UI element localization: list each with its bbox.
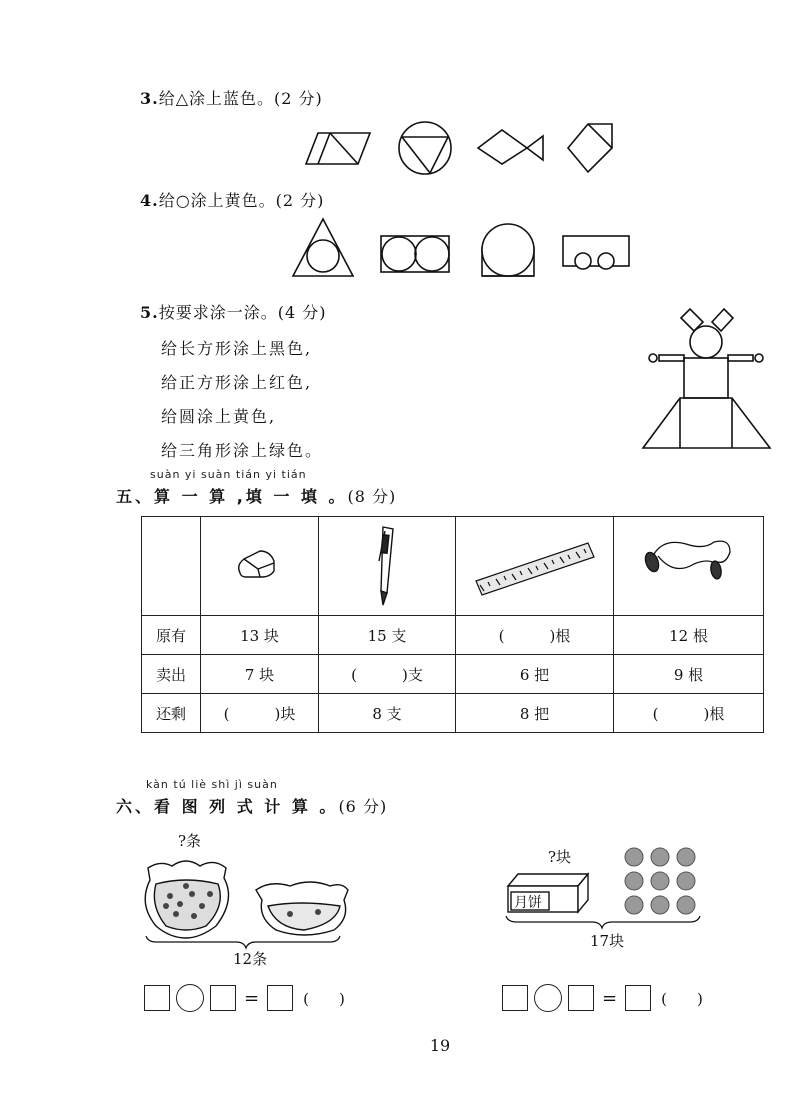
answer-blank-cell[interactable]: ( )支 (319, 655, 456, 694)
mooncake-question-label: ?块 (548, 848, 572, 866)
table-cell: 8 支 (319, 694, 456, 733)
equals-sign: = (602, 987, 618, 1009)
sec5-title: 五、算 一 算 ,填 一 填 。(8 分) (116, 487, 397, 506)
table-cell: 12 根 (614, 616, 764, 655)
row-label: 原有 (142, 616, 201, 655)
q5-line-2: 给正方形涂上红色, (161, 373, 313, 392)
sec6-title: 六、看 图 列 式 计 算 。(6 分) (116, 797, 388, 816)
q5-line-1: 给长方形涂上黑色, (161, 339, 313, 358)
table-cell: 15 支 (319, 616, 456, 655)
table-cell: 6 把 (456, 655, 614, 694)
table-cell: 9 根 (614, 655, 764, 694)
row-label: 卖出 (142, 655, 201, 694)
unit-blank[interactable]: ( ) (303, 989, 345, 1008)
table-cell: 7 块 (201, 655, 319, 694)
q4-prompt: 4.给○涂上黄色。(2 分) (140, 191, 325, 210)
answer-blank-cell[interactable]: ( )根 (456, 616, 614, 655)
sec5-pinyin: suàn yi suàn tián yi tián (150, 468, 307, 481)
answer-box[interactable] (502, 985, 528, 1011)
q5-prompt: 5.按要求涂一涂。(4 分) (140, 303, 327, 322)
table-cell: 13 块 (201, 616, 319, 655)
operator-circle[interactable] (534, 984, 562, 1012)
unit-blank[interactable]: ( ) (661, 989, 703, 1008)
q5-line-4: 给三角形涂上绿色。 (161, 441, 324, 460)
mooncake-box-label: 月饼 (514, 895, 542, 911)
page-number: 19 (429, 1036, 451, 1055)
answer-blank-cell[interactable]: ( )块 (201, 694, 319, 733)
q5-line-3: 给圆涂上黄色, (161, 407, 277, 426)
answer-blank-cell[interactable]: ( )根 (614, 694, 764, 733)
fish-total-label: 12条 (233, 950, 268, 968)
sec6-pinyin: kàn tú liè shì jì suàn (146, 778, 278, 791)
mooncake-total-label: 17块 (590, 932, 625, 950)
row-label: 还剩 (142, 694, 201, 733)
answer-box[interactable] (568, 985, 594, 1011)
fish-question-label: ?条 (178, 832, 202, 850)
answer-box[interactable] (625, 985, 651, 1011)
q3-prompt: 3.给△涂上蓝色。(2 分) (140, 89, 323, 108)
equals-sign: = (244, 987, 260, 1009)
right-equation (502, 984, 703, 1012)
table-cell: 8 把 (456, 694, 614, 733)
